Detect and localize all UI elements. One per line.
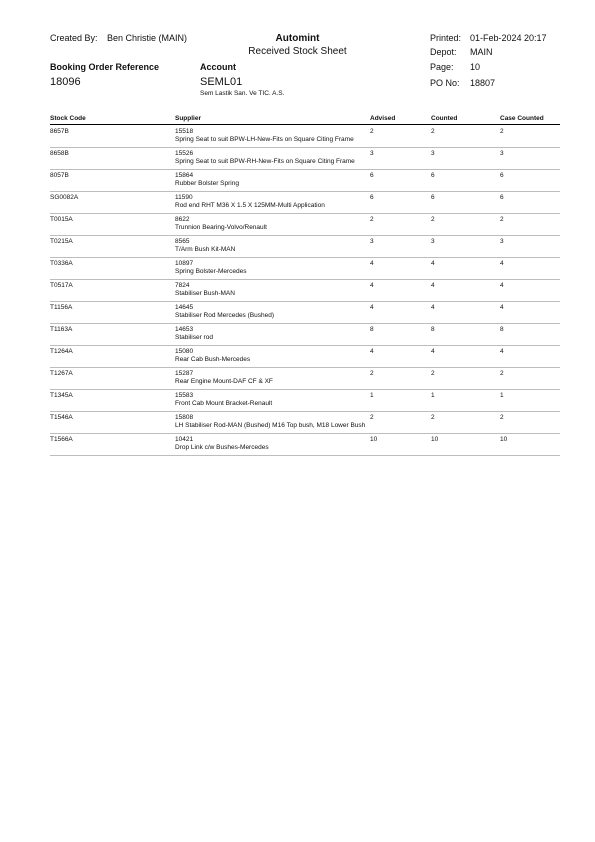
table-row [50,257,560,280]
table-row [50,323,560,346]
col-advised: Advised [370,115,396,122]
account-name: Sem Lastik San. Ve TIC. A.S. [200,90,285,97]
supplier-ref: 11590 [175,194,193,201]
item-description: LH Stabiliser Rod-MAN (Bushed) M16 Top bush, M18 Lower Bush [175,422,366,429]
advised-qty: 4 [370,282,374,289]
table-row [50,279,560,302]
supplier-ref: 15518 [175,128,194,135]
counted-qty: 3 [431,238,435,245]
counted-qty: 4 [431,260,435,267]
item-description: Spring Bolster-Mercedes [175,268,247,275]
table-row [50,169,560,192]
report-company-title: Automint [275,33,320,44]
supplier-ref: 8622 [175,216,190,223]
item-description: Drop Link c/w Bushes-Mercedes [175,444,269,451]
item-description: Spring Seat to suit BPW-RH-New-Fits on Square Citing Frame [175,158,355,165]
stock-code: 8657B [50,128,69,135]
booking-ref-label: Booking Order Reference [50,62,160,72]
advised-qty: 6 [370,172,374,179]
item-description: Stabiliser Bush-MAN [175,290,235,297]
advised-qty: 3 [370,238,374,245]
advised-qty: 6 [370,194,374,201]
counted-qty: 4 [431,348,435,355]
advised-qty: 4 [370,304,374,311]
advised-qty: 1 [370,392,374,399]
item-description: Stabiliser Rod Mercedes (Bushed) [175,312,274,319]
counted-qty: 2 [431,370,435,377]
printed-label: Printed: [430,33,462,43]
case-counted-qty: 3 [500,238,504,245]
case-counted-qty: 2 [500,370,504,377]
supplier-ref: 10897 [175,260,194,267]
case-counted-qty: 2 [500,128,504,135]
counted-qty: 2 [431,128,435,135]
stock-code: T1264A [50,348,73,355]
counted-qty: 2 [431,216,435,223]
counted-qty: 2 [431,414,435,421]
stock-code: T1546A [50,414,73,421]
stock-code: T1156A [50,304,73,311]
case-counted-qty: 6 [500,172,504,179]
advised-qty: 2 [370,128,374,135]
supplier-ref: 15808 [175,414,194,421]
advised-qty: 2 [370,414,374,421]
counted-qty: 8 [431,326,435,333]
table-row [50,411,560,434]
case-counted-qty: 2 [500,414,504,421]
case-counted-qty: 4 [500,304,504,311]
table-row [50,301,560,324]
supplier-ref: 15583 [175,392,194,399]
case-counted-qty: 4 [500,260,504,267]
stock-code: T0015A [50,216,73,223]
case-counted-qty: 1 [500,392,504,399]
advised-qty: 4 [370,260,374,267]
table-row [50,389,560,412]
item-description: T/Arm Bush Kit-MAN [175,246,236,253]
advised-qty: 8 [370,326,374,333]
case-counted-qty: 3 [500,150,504,157]
advised-qty: 3 [370,150,374,157]
case-counted-qty: 10 [500,436,508,443]
case-counted-qty: 8 [500,326,504,333]
printed-value: 01-Feb-2024 20:17 [470,33,547,43]
item-description: Spring Seat to suit BPW-LH-New-Fits on Square Citing Frame [175,136,354,143]
stock-code: T0336A [50,260,73,267]
item-description: Rod end RHT M36 X 1.5 X 125MM-Multi Application [175,202,325,209]
account-code: SEML01 [200,76,243,88]
created-by-label: Created By: [50,33,98,43]
report-subtitle: Received Stock Sheet [248,46,347,57]
stock-code: T1566A [50,436,73,443]
case-counted-qty: 6 [500,194,504,201]
stock-code: T0215A [50,238,73,245]
stock-code: T1345A [50,392,73,399]
table-row [50,191,560,214]
supplier-ref: 15526 [175,150,194,157]
table-row [50,147,560,170]
advised-qty: 2 [370,216,374,223]
supplier-ref: 7824 [175,282,190,289]
counted-qty: 4 [431,304,435,311]
advised-qty: 4 [370,348,374,355]
stock-code: SG0082A [50,194,79,201]
item-description: Stabiliser rod [175,334,213,341]
depot-label: Depot: [430,47,457,57]
advised-qty: 2 [370,370,374,377]
counted-qty: 6 [431,172,435,179]
table-row [50,213,560,236]
depot-value: MAIN [470,47,493,57]
supplier-ref: 14645 [175,304,194,311]
table-row [50,125,560,148]
counted-qty: 3 [431,150,435,157]
col-stock-code: Stock Code [50,115,86,122]
counted-qty: 4 [431,282,435,289]
case-counted-qty: 4 [500,282,504,289]
supplier-ref: 15080 [175,348,194,355]
supplier-ref: 8565 [175,238,190,245]
counted-qty: 1 [431,392,435,399]
table-row [50,433,560,456]
table-row [50,345,560,368]
table-row [50,235,560,258]
item-description: Front Cab Mount Bracket-Renault [175,400,273,407]
case-counted-qty: 2 [500,216,504,223]
po-number: 18807 [470,78,496,88]
col-case-counted: Case Counted [500,115,544,122]
item-description: Rear Engine Mount-DAF CF & XF [175,378,273,385]
stock-code: T1163A [50,326,73,333]
col-counted: Counted [431,115,458,122]
stock-code: T0517A [50,282,73,289]
account-label: Account [200,62,236,72]
case-counted-qty: 4 [500,348,504,355]
item-description: Rear Cab Bush-Mercedes [175,356,251,363]
stock-code: 8658B [50,150,69,157]
item-description: Trunnion Bearing-Volvo/Renault [175,224,267,231]
counted-qty: 6 [431,194,435,201]
stock-code: 8057B [50,172,69,179]
supplier-ref: 10421 [175,436,194,443]
stock-code: T1267A [50,370,73,377]
item-description: Rubber Bolster Spring [175,180,239,187]
page-label: Page: [430,62,454,72]
supplier-ref: 15864 [175,172,194,179]
page-number: 10 [470,62,481,72]
col-supplier: Supplier [175,115,202,122]
counted-qty: 10 [431,436,439,443]
table-row [50,367,560,390]
booking-ref-value: 18096 [50,76,81,88]
supplier-ref: 15287 [175,370,194,377]
advised-qty: 10 [370,436,378,443]
created-by-value: Ben Christie (MAIN) [107,33,188,43]
po-label: PO No: [430,78,460,88]
supplier-ref: 14653 [175,326,194,333]
